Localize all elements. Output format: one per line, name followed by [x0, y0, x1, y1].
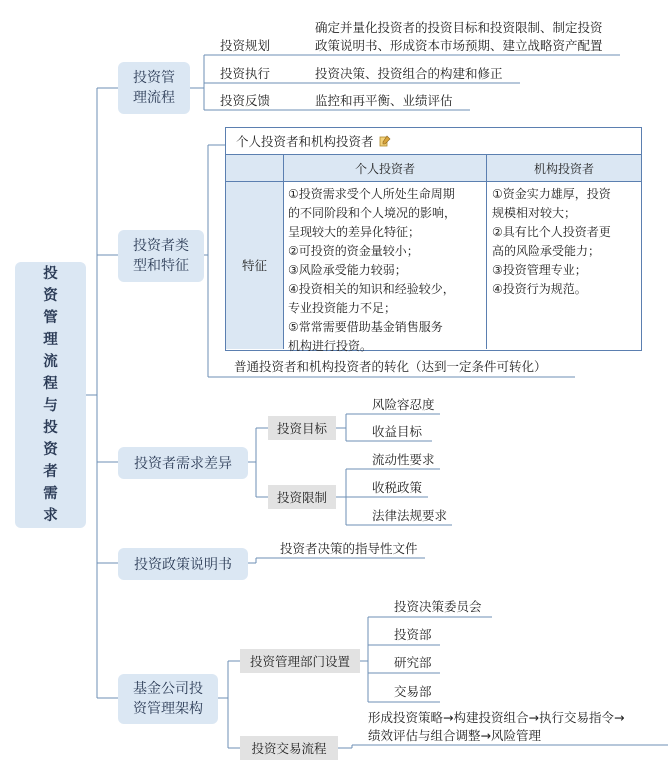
dept-item: 研究部 [394, 655, 432, 670]
fund-label-line2: 资管理架构 [133, 701, 203, 717]
process-label-line1: 投资管 [133, 70, 175, 86]
trait-line: ④投资行为规范。 [492, 282, 587, 296]
pencil-icon [378, 134, 392, 148]
policy-node [118, 548, 248, 580]
flow-desc-line2: 绩效评估与组合调整→风险管理 [368, 728, 541, 743]
conversion-note: 普通投资者和机构投资者的转化（达到一定条件可转化） [234, 359, 547, 374]
limit-item: 流动性要求 [372, 452, 435, 467]
trait-line: 的不同阶段和个人境况的影响， [288, 206, 457, 220]
col-individual-header: 个人投资者 [354, 162, 415, 176]
root-char: 程 [43, 376, 58, 392]
policy-label: 投资政策说明书 [134, 557, 232, 573]
process-label-line2: 理流程 [133, 90, 175, 106]
trait-line: ⑤常常需要借助基金销售服务 [288, 320, 443, 334]
types-label-line1: 投资者类 [133, 238, 189, 254]
root-char: 者 [43, 464, 58, 480]
root-char: 投 [43, 266, 58, 282]
fund-node [118, 674, 218, 724]
trait-line: ②具有比个人投资者更 [492, 225, 611, 239]
process-plan-desc-line2: 政策说明书、形成资本市场预期、建立战略资产配置 [315, 38, 603, 53]
institution-traits [492, 185, 638, 299]
trait-line: ③风险承受能力较弱； [288, 263, 407, 277]
trait-line: ④投资相关的知识和经验较少， [288, 282, 455, 296]
needs-label: 投资者需求差异 [134, 456, 232, 472]
root-char: 投 [43, 420, 58, 436]
trait-line: 呈现较大的差异化特征； [288, 225, 421, 239]
process-exec-label: 投资执行 [220, 66, 271, 81]
root-char: 理 [43, 332, 58, 348]
process-node [118, 62, 190, 114]
types-node [118, 230, 204, 282]
trait-line: ②可投资的资金量较小； [288, 244, 419, 258]
fund-label-line1: 基金公司投 [133, 681, 203, 697]
individual-traits [288, 185, 484, 356]
dept-item: 交易部 [394, 684, 432, 699]
trait-line: 专业投资能力不足； [288, 301, 397, 315]
goal-label: 投资目标 [276, 421, 327, 436]
flow-desc-line1: 形成投资策略→构建投资组合→执行交易指令→ [368, 710, 625, 725]
root-char: 资 [43, 442, 58, 458]
investor-type-table [225, 127, 642, 351]
process-feedback-label: 投资反馈 [220, 93, 271, 108]
root-char: 与 [43, 398, 58, 414]
process-exec-desc: 投资决策、投资组合的构建和修正 [315, 66, 503, 81]
needs-node [118, 447, 248, 479]
goal-item: 收益目标 [372, 424, 423, 439]
dept-item: 投资部 [394, 627, 432, 642]
root-char: 流 [43, 354, 58, 370]
trait-line: ①投资需求受个人所处生命周期 [288, 187, 455, 201]
policy-desc: 投资者决策的指导性文件 [280, 541, 418, 556]
flow-node [240, 736, 338, 760]
root-char: 求 [43, 508, 58, 524]
goal-node [268, 416, 336, 440]
dept-label: 投资管理部门设置 [249, 654, 350, 669]
col-institution-header: 机构投资者 [533, 162, 594, 176]
process-plan-label: 投资规划 [220, 38, 271, 53]
table-header-label: 个人投资者和机构投资者 [236, 134, 374, 149]
types-label-line2: 型和特征 [133, 258, 189, 274]
dept-item: 投资决策委员会 [394, 599, 482, 614]
trait-line: 规模相对较大； [492, 206, 577, 220]
trait-line: 高的风险承受能力； [492, 244, 601, 258]
limit-node [268, 485, 336, 509]
goal-item: 风险容忍度 [372, 397, 435, 412]
root-char: 资 [43, 288, 58, 304]
flow-label: 投资交易流程 [251, 741, 327, 756]
trait-line: 机构进行投资。 [288, 339, 373, 353]
table-header [236, 132, 392, 151]
row-feature-label: 特征 [241, 258, 267, 273]
limit-label: 投资限制 [276, 490, 327, 505]
process-feedback-desc: 监控和再平衡、业绩评估 [315, 93, 453, 108]
limit-item: 收税政策 [372, 480, 423, 495]
root-char: 管 [43, 310, 58, 326]
trait-line: ①资金实力雄厚，投资 [492, 187, 611, 201]
limit-item: 法律法规要求 [372, 508, 448, 523]
root-char: 需 [43, 486, 58, 502]
root-node [15, 262, 86, 528]
dept-node [240, 649, 360, 673]
process-plan-desc-line1: 确定并量化投资者的投资目标和投资限制、制定投资 [315, 20, 603, 35]
trait-line: ③投资管理专业； [492, 263, 587, 277]
